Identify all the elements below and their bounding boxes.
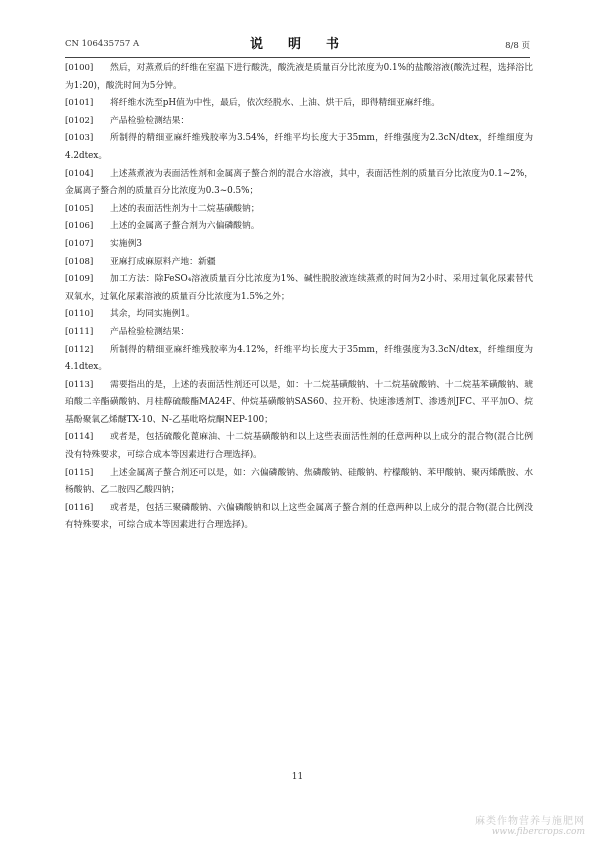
paragraph [65,271,533,306]
paragraph-number: [0110] [65,309,94,320]
paragraph [65,324,533,342]
paragraph-text: 所制得的精细亚麻纤维残胶率为3.54%，纤维平均长度大于35mm，纤维强度为2.3cN/dtex，纤维细度为4.2dtex。 [65,133,533,161]
paragraph-number: [0114] [65,432,94,443]
paragraph-number: [0101] [65,98,94,109]
paragraph-number: [0100] [65,63,94,73]
document-title: 说 明 书 [249,37,345,52]
paragraph-text: 其余，均同实施例1。 [110,309,195,320]
paragraph-number: [0116] [65,502,94,513]
paragraph [65,429,533,464]
paragraph-number: [0106] [65,221,94,232]
paragraph-text: 产品检验检测结果： [110,326,190,337]
paragraph [65,342,533,377]
paragraph [65,166,533,201]
paragraph [65,306,533,324]
header-divider [65,57,530,58]
page-indicator: 8/8 页 [505,41,530,51]
paragraph [65,218,533,236]
patent-number: CN 106435757 A [65,39,140,49]
paragraph-number: [0115] [65,467,94,478]
paragraph-text: 亚麻打成麻原料产地：新疆 [110,256,216,267]
paragraph [65,60,533,95]
paragraph-number: [0111] [65,326,94,337]
paragraph-text: 所制得的精细亚麻纤维残胶率为4.12%，纤维平均长度大于35mm，纤维强度为3.3cN/dtex，纤维细度为4.1dtex。 [65,344,533,373]
paragraph-text: 上述蒸煮液为表面活性剂和金属离子螯合剂的混合水溶液，其中，表面活性剂的质量百分比浓度为0.1~2%，金属离子螯合剂的质量百分比浓度为0.3~0.5%； [65,168,533,197]
paragraph-text: 或者是，包括硫酸化蓖麻油、十二烷基磺酸钠和以上这些表面活性剂的任意两种以上成分的混合物(混合比例没有特殊要求，可综合成本等因素进行合理选择)。 [65,432,533,461]
paragraph-number: [0113] [65,379,94,390]
paragraph [65,377,533,430]
watermark-site-name: 麻类作物营养与施肥网 [475,816,585,827]
paragraph-text: 将纤维水洗至pH值为中性，最后，依次经脱水、上油、烘干后，即得精细亚麻纤维。 [110,98,440,109]
paragraph-text: 或者是，包括三聚磷酸钠、六偏磷酸钠和以上这些金属离子螯合剂的任意两种以上成分的混合物(混合比例没有特殊要求，可综合成本等因素进行合理选择)。 [65,502,533,531]
paragraph [65,465,533,500]
paragraph-number: [0109] [65,274,94,285]
paragraph [65,113,533,131]
paragraph-text: 然后，对蒸煮后的纤维在室温下进行酸洗，酸洗液是质量百分比浓度为0.1%的盐酸溶液(酸洗过程，选择浴比为1:20)，酸洗时间为5分钟。 [65,63,533,91]
paragraph-number: [0105] [65,203,94,214]
paragraph-number: [0103] [65,133,94,144]
paragraph-text: 产品检验检测结果： [110,115,190,126]
paragraph [65,500,533,535]
paragraph [65,95,533,113]
paragraph-text: 加工方法：除FeSO₄溶液质量百分比浓度为1%、碱性脱胶液连续蒸煮的时间为2小时、采用过氧化尿素替代双氧水，过氧化尿素溶液的质量百分比浓度为1.5%之外； [65,274,533,302]
paragraph [65,201,533,219]
paragraph-number: [0102] [65,115,94,126]
page-header [65,33,530,55]
page-number: 11 [291,772,304,782]
paragraph-number: [0107] [65,238,94,249]
paragraph-number: [0104] [65,168,94,179]
paragraph-text: 上述的金属离子螯合剂为六偏磷酸钠。 [110,221,260,232]
paragraph-text: 上述的表面活性剂为十二烷基磺酸钠； [110,203,260,214]
paragraph-text: 上述金属离子螯合剂还可以是，如：六偏磷酸钠、焦磷酸钠、硅酸钠、柠檬酸钠、苯甲酸钠、聚丙烯酰胺、水杨酸钠、乙二胺四乙酸四钠； [65,467,533,496]
paragraph [65,130,533,165]
paragraph [65,236,533,254]
description-body [65,60,533,535]
watermark-url: www.fibercrops.com [491,827,585,837]
paragraph-number: [0108] [65,256,94,267]
paragraph [65,254,533,272]
paragraph-text: 实施例3 [110,238,142,249]
paragraph-number: [0112] [65,344,94,355]
paragraph-text: 需要指出的是，上述的表面活性剂还可以是，如：十二烷基磺酸钠、十二烷基硫酸钠、十二烷基苯磺酸钠、琥珀酸二辛酯磺酸钠、月桂醇硫酸酯MA24F、仲烷基磺酸钠SAS60、拉开粉、快速渗透剂T、渗透剂JFC、平平加O、烷基酚聚氧乙烯醚TX-10、N-乙基吡咯烷酮NEP-100； [65,379,533,425]
watermark [475,812,585,837]
